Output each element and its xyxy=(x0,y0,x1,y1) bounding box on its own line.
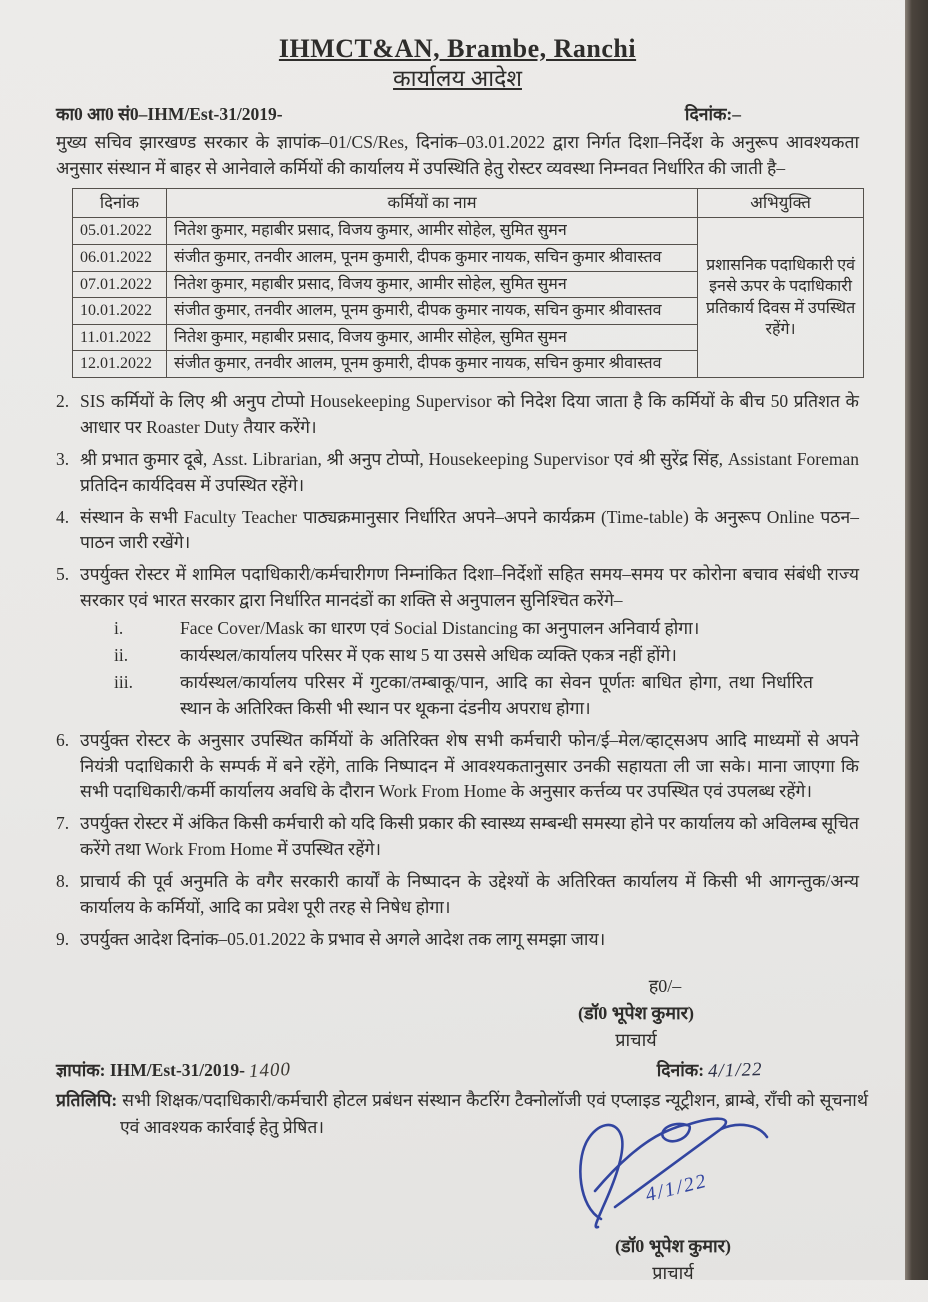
signatory-name: (डॉ0 भूपेश कुमार) xyxy=(614,1235,731,1256)
row-names: संजीत कुमार, तनवीर आलम, पूनम कुमारी, दीपक कुमार नायक, सचिन कुमार श्रीवास्तव xyxy=(166,298,697,325)
point-5-sublist xyxy=(114,616,859,722)
copy-to-text: सभी शिक्षक/पदाधिकारी/कर्मचारी होटल प्रबंधन संस्थान कैटरिंग टैक्नोलॉजी एवं एप्लाइड न्यूट्रीशन, ब्राम्बे, राँची को सूचनार्थ एवं आवश्यक कार्रवाई हेतु प्रेषित। xyxy=(120,1089,868,1137)
point-text: उपर्युक्त आदेश दिनांक–05.01.2022 के प्रभाव से अगले आदेश तक लागू समझा जाय। xyxy=(80,928,606,949)
reference-row xyxy=(56,102,859,126)
order-reference-number: का0 आ0 सं0–IHM/Est-31/2019- xyxy=(56,103,283,124)
subpoint-text: Face Cover/Mask का धारण एवं Social Distancing का अनुपालन अनिवार्य होगा। xyxy=(180,618,700,639)
row-date: 07.01.2022 xyxy=(73,271,167,298)
point-3 xyxy=(56,447,859,499)
row-date: 06.01.2022 xyxy=(73,245,167,272)
point-text: SIS कर्मियों के लिए श्री अनुप टोप्पो Housekeeping Supervisor को निदेश दिया जाता है कि कर्मियों के बीच 50 प्रतिशत के आधार पर Roaster Duty तैयार करेंगे। xyxy=(80,390,859,437)
subpoint-text: कार्यस्थल/कार्यालय परिसर में एक साथ 5 या उससे अधिक व्यक्ति एकत्र नहीं होंगे। xyxy=(180,644,677,665)
point-7 xyxy=(56,811,859,863)
table-row xyxy=(73,218,864,245)
point-number: 9. xyxy=(56,928,70,949)
header-names: कर्मियों का नाम xyxy=(166,189,697,218)
table-header-row xyxy=(73,189,864,218)
order-points xyxy=(56,389,859,953)
point-number: 2. xyxy=(56,390,70,411)
row-date: 12.01.2022 xyxy=(73,351,167,378)
subpoint-number: i. xyxy=(114,618,124,639)
point-text: श्री प्रभात कुमार दूबे, Asst. Librarian, श्री अनुप टोप्पो, Housekeeping Supervisor एवं श्री सुरेंद्र सिंह, Assistant Foreman प्रतिदिन कार्यदिवस में उपस्थित रहेंगे। xyxy=(80,448,859,495)
memo-number-handwritten: 1400 xyxy=(248,1058,292,1082)
point-4 xyxy=(56,505,859,557)
point-5 xyxy=(56,562,859,614)
doc-type-title: कार्यालय आदेश xyxy=(393,65,522,91)
signatory-designation: प्राचार्य xyxy=(652,1262,694,1283)
point-text: उपर्युक्त रोस्टर में शामिल पदाधिकारी/कर्मचारीगण निम्नांकित दिशा–निर्देशों सहित समय–समय पर कोरोना बचाव संबंधी राज्य सरकार एवं भारत सरकार द्वारा निर्धारित मानदंडों का शक्ति से अनुपालन सुनिश्चित करेंगे– xyxy=(80,564,859,611)
row-names: संजीत कुमार, तनवीर आलम, पूनम कुमारी, दीपक कुमार नायक, सचिन कुमार श्रीवास्तव xyxy=(166,245,697,272)
row-names: नितेश कुमार, महाबीर प्रसाद, विजय कुमार, आमीर सोहेल, सुमित सुमन xyxy=(166,324,697,351)
row-date: 10.01.2022 xyxy=(73,298,167,325)
point-number: 3. xyxy=(56,448,70,469)
row-names: नितेश कुमार, महाबीर प्रसाद, विजय कुमार, आमीर सोहेल, सुमित सुमन xyxy=(166,271,697,298)
header-remark: अभियुक्ति xyxy=(698,189,864,218)
signed-abbreviation: ह0/– xyxy=(648,975,682,996)
point-8 xyxy=(56,869,859,921)
primary-signature-block xyxy=(521,973,751,1054)
point-number: 4. xyxy=(56,506,70,527)
org-title: IHMCT&AN, Brambe, Ranchi xyxy=(278,34,637,63)
merged-remark-cell: प्रशासनिक पदाधिकारी एवं इनसे ऊपर के पदाधिकारी प्रतिकार्य दिवस में उपस्थित रहेंगे। xyxy=(698,218,864,378)
signature-date-handwritten: 4/1/22 xyxy=(643,1169,710,1207)
point-6 xyxy=(56,728,859,806)
point-number: 7. xyxy=(56,813,70,834)
signatory-name: (डॉ0 भूपेश कुमार) xyxy=(577,1002,694,1023)
duty-roster-table xyxy=(72,188,864,378)
row-names: संजीत कुमार, तनवीर आलम, पूनम कुमारी, दीपक कुमार नायक, सचिन कुमार श्रीवास्तव xyxy=(166,351,697,378)
secondary-signature-block xyxy=(553,1115,793,1287)
subpoint-text: कार्यस्थल/कार्यालय परिसर में गुटका/तम्बाकू/पान, आदि का सेवन पूर्णतः बाधित होगा, तथा निर्धारित स्थान के अतिरिक्त किसी भी स्थान पर थूकना दंडनीय अपराध होगा। xyxy=(180,671,813,718)
point-2 xyxy=(56,389,859,441)
dispatch-row xyxy=(56,1058,859,1082)
subpoint-ii xyxy=(114,643,859,669)
memo-number-line xyxy=(56,1058,291,1082)
point-text: उपर्युक्त रोस्टर में अंकित किसी कर्मचारी को यदि किसी प्रकार की स्वास्थ्य सम्बन्धी समस्या होने पर कार्यालय को अविलम्ब सूचित करेंगे तथा Work From Home में उपस्थित रहेंगे। xyxy=(80,813,859,860)
scan-edge-shadow xyxy=(905,0,928,1280)
intro-paragraph: मुख्य सचिव झारखण्ड सरकार के ज्ञापांक–01/CS/Res, दिनांक–03.01.2022 द्वारा निर्गत दिशा–निर्देश के अनुरूप आवश्यकता अनुसार संस्थान में बाहर से आनेवाले कर्मियों की कार्यालय में उपस्थिति हेतु रोस्टर व्यवस्था निम्नवत निर्धारित की जाती है– xyxy=(56,131,859,178)
point-9 xyxy=(56,927,859,953)
point-number: 6. xyxy=(56,729,70,750)
order-date-label: दिनांक:– xyxy=(684,103,741,124)
dispatch-date-line xyxy=(657,1058,763,1082)
row-names: नितेश कुमार, महाबीर प्रसाद, विजय कुमार, आमीर सोहेल, सुमित सुमन xyxy=(166,218,697,245)
point-text: प्राचार्य की पूर्व अनुमति के वगैर सरकारी कार्यों के निष्पादन के उद्देश्यों के अतिरिक्त कार्यालय में किसी भी आगन्तुक/अन्य कार्यालय के कर्मियों, आदि का प्रवेश पूरी तरह से निषेध होगा। xyxy=(80,871,859,917)
dispatch-date-label: दिनांक: xyxy=(656,1059,705,1080)
subpoint-number: iii. xyxy=(114,671,133,692)
header-date: दिनांक xyxy=(73,189,167,218)
row-date: 11.01.2022 xyxy=(73,324,167,351)
point-number: 8. xyxy=(56,871,70,892)
point-number: 5. xyxy=(56,564,70,585)
signatory-designation: प्राचार्य xyxy=(615,1029,657,1050)
subpoint-iii xyxy=(114,670,859,722)
row-date: 05.01.2022 xyxy=(73,218,167,245)
dispatch-date-handwritten: 4/1/22 xyxy=(708,1058,764,1082)
point-text: संस्थान के सभी Faculty Teacher पाठ्यक्रमानुसार निर्धारित अपने–अपने कार्यक्रम (Time-table) के अनुरूप Online पठन–पाठन जारी रखेंगे। xyxy=(80,506,859,553)
subpoint-number: ii. xyxy=(114,644,129,665)
handwritten-signature xyxy=(553,1115,793,1233)
subpoint-i xyxy=(114,616,859,642)
memo-label: ज्ञापांक: IHM/Est-31/2019- xyxy=(56,1059,245,1080)
copy-to-label: प्रतिलिपि: xyxy=(56,1089,118,1110)
point-text: उपर्युक्त रोस्टर के अनुसार उपस्थित कर्मियों के अतिरिक्त शेष सभी कर्मचारी फोन/ई–मेल/व्हाट्सअप आदि माध्यमों से अपने नियंत्री पदाधिकारी के सम्पर्क में बने रहेंगे, ताकि निष्पादन में आवश्यकतानुसार उनकी सहायता ली जा सके। माना जाएगा कि सभी पदाधिकारी/कर्मी कार्यालय अवधि के दौरान Work From Home के अनुसार कर्त्तव्य पर उपस्थित एवं उपलब्ध रहेंगे। xyxy=(80,729,859,802)
footer-section xyxy=(56,1087,868,1302)
